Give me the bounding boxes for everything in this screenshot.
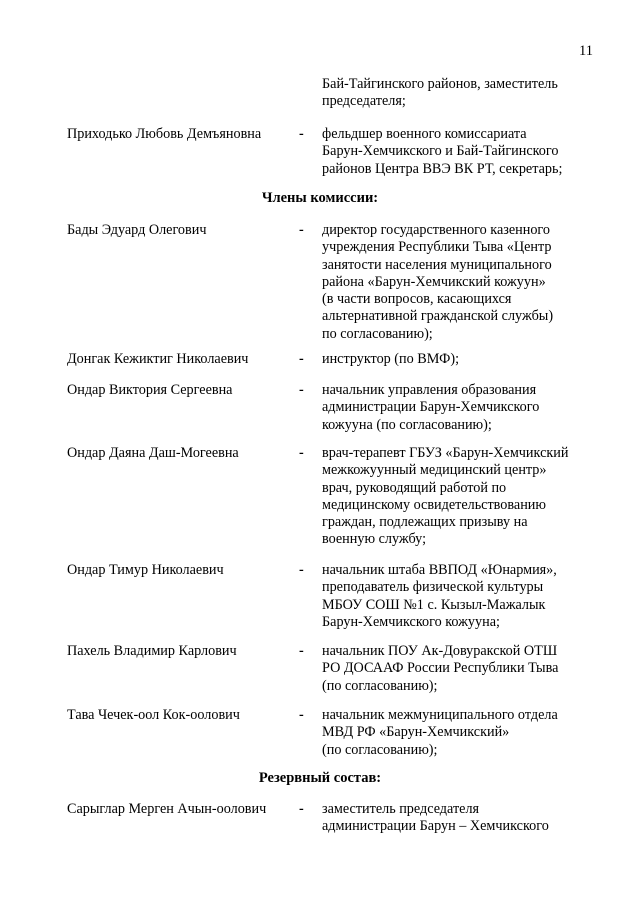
text-line: Барун-Хемчикского кожууна;	[322, 613, 500, 630]
dash-separator: -	[299, 643, 304, 659]
text-line: по согласованию);	[322, 325, 433, 342]
text-line: начальник межмуниципального отдела	[322, 707, 558, 723]
page-number: 11	[579, 43, 593, 59]
text-line: врач-терапевт ГБУЗ «Барун-Хемчикский	[322, 445, 569, 461]
dash-separator: -	[299, 801, 304, 817]
text-line: Бай-Тайгинского районов, заместитель	[322, 76, 558, 92]
person-position	[322, 801, 602, 836]
text-line: фельдшер военного комиссариата	[322, 126, 527, 142]
members-heading: Члены комиссии:	[261, 190, 379, 206]
person-position	[322, 707, 602, 759]
text-line: района «Барун-Хемчикский кожуун»	[322, 273, 546, 290]
text-line: межкожуунный медицинский центр»	[322, 462, 547, 479]
text-line: учреждения Республики Тыва «Центр	[322, 239, 552, 256]
reserve-heading: Резервный состав:	[258, 770, 382, 786]
continuation-text	[322, 76, 602, 111]
person-name: Ондар Виктория Сергеевна	[67, 382, 233, 398]
dash-separator: -	[299, 562, 304, 578]
text-line: (по согласованию);	[322, 741, 438, 758]
person-position	[322, 351, 602, 368]
text-line: медицинскому освидетельствованию	[322, 496, 546, 513]
person-name: Донгак Кежиктиг Николаевич	[67, 351, 249, 367]
person-name: Приходько Любовь Демъяновна	[67, 126, 262, 142]
person-position	[322, 562, 602, 631]
person-name: Сарыглар Мерген Ачын-оолович	[67, 801, 267, 817]
text-line: врач, руководящий работой по	[322, 479, 507, 496]
text-line: начальник штаба ВВПОД «Юнармия»,	[322, 562, 557, 578]
text-line: (по согласованию);	[322, 677, 438, 694]
dash-separator: -	[299, 351, 304, 367]
text-line: (в части вопросов, касающихся	[322, 291, 512, 308]
text-line: преподаватель физической культуры	[322, 579, 544, 596]
text-line: МВД РФ «Барун-Хемчикский»	[322, 724, 510, 741]
text-line: директор государственного казенного	[322, 222, 550, 238]
person-name: Тава Чечек-оол Кок-оолович	[67, 707, 240, 723]
text-line: кожууна (по согласованию);	[322, 416, 492, 433]
person-position	[322, 445, 602, 549]
text-line: председателя;	[322, 93, 406, 110]
text-line: военную службу;	[322, 531, 427, 548]
text-line: заместитель председателя	[322, 801, 480, 817]
dash-separator: -	[299, 707, 304, 723]
person-position	[322, 643, 602, 695]
person-name: Бады Эдуард Олегович	[67, 222, 207, 238]
dash-separator: -	[299, 445, 304, 461]
text-line: инструктор (по ВМФ);	[322, 351, 460, 367]
dash-separator: -	[299, 382, 304, 398]
text-line: граждан, подлежащих призыву на	[322, 514, 528, 531]
person-position	[322, 222, 602, 343]
person-position	[322, 126, 602, 178]
person-name: Пахель Владимир Карлович	[67, 643, 237, 659]
text-line: МБОУ СОШ №1 с. Кызыл-Мажалык	[322, 596, 546, 613]
text-line: начальник управления образования	[322, 382, 537, 398]
dash-separator: -	[299, 222, 304, 238]
person-position	[322, 382, 602, 434]
text-line: занятости населения муниципального	[322, 256, 552, 273]
text-line: начальник ПОУ Ак-Довуракской ОТШ	[322, 643, 558, 659]
dash-separator: -	[299, 126, 304, 142]
text-line: Барун-Хемчикского и Бай-Тайгинского	[322, 143, 559, 160]
text-line: РО ДОСААФ России Республики Тыва	[322, 660, 559, 677]
text-line: администрации Барун-Хемчикского	[322, 399, 540, 416]
text-line: альтернативной гражданской службы)	[322, 308, 554, 325]
text-line: районов Центра ВВЭ ВК РТ, секретарь;	[322, 160, 563, 177]
person-name: Ондар Даяна Даш-Могеевна	[67, 445, 239, 461]
person-name: Ондар Тимур Николаевич	[67, 562, 224, 578]
text-line: администрации Барун – Хемчикского	[322, 818, 549, 835]
